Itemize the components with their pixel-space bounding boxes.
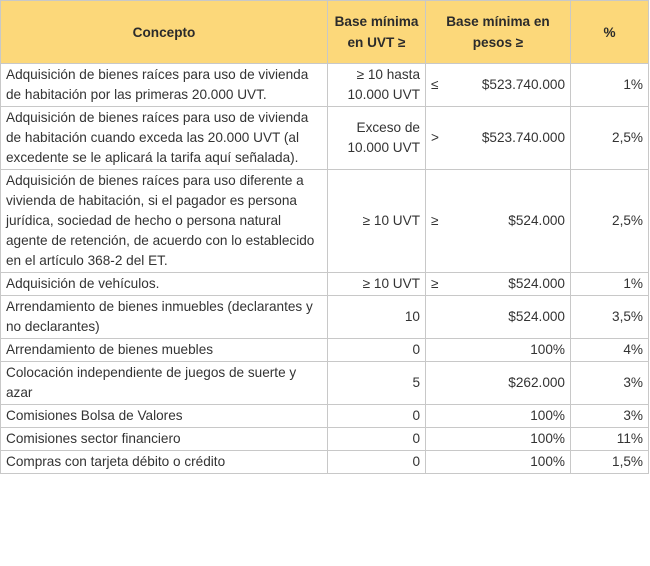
cell-base-uvt: 0 <box>328 451 426 474</box>
cell-symbol <box>426 362 448 405</box>
cell-base-pesos: 100% <box>448 428 571 451</box>
table-row <box>1 339 649 362</box>
cell-concepto: Comisiones Bolsa de Valores <box>1 405 328 428</box>
cell-base-pesos: 100% <box>448 451 571 474</box>
cell-base-pesos: 100% <box>448 339 571 362</box>
cell-pct: 1,5% <box>571 451 649 474</box>
table-row <box>1 273 649 296</box>
cell-pct: 3,5% <box>571 296 649 339</box>
cell-base-uvt: 0 <box>328 405 426 428</box>
header-base-pesos: Base mínima en pesos ≥ <box>426 1 571 64</box>
cell-concepto: Adquisición de bienes raíces para uso diferente a vivienda de habitación, si el pagador es persona jurídica, sociedad de hecho o persona natural agente de retención, de acuerdo con lo establecido en el artículo 368-2 del ET. <box>1 170 328 273</box>
cell-base-uvt: ≥ 10 UVT <box>328 170 426 273</box>
cell-symbol <box>426 405 448 428</box>
cell-concepto: Colocación independiente de juegos de suerte y azar <box>1 362 328 405</box>
table-row <box>1 296 649 339</box>
cell-base-pesos: $262.000 <box>448 362 571 405</box>
table-row <box>1 170 649 273</box>
cell-pct: 2,5% <box>571 107 649 170</box>
cell-base-uvt: 10 <box>328 296 426 339</box>
cell-concepto: Adquisición de bienes raíces para uso de vivienda de habitación cuando exceda las 20.000 UVT (al excedente se le aplicará la tarifa aquí señalada). <box>1 107 328 170</box>
cell-concepto: Compras con tarjeta débito o crédito <box>1 451 328 474</box>
header-concepto: Concepto <box>1 1 328 64</box>
table-row <box>1 405 649 428</box>
table-header <box>1 1 649 64</box>
table-row <box>1 64 649 107</box>
cell-symbol <box>426 296 448 339</box>
cell-concepto: Arrendamiento de bienes inmuebles (declarantes y no declarantes) <box>1 296 328 339</box>
cell-pct: 4% <box>571 339 649 362</box>
cell-pct: 3% <box>571 405 649 428</box>
cell-symbol: ≥ <box>426 273 448 296</box>
cell-pct: 3% <box>571 362 649 405</box>
cell-base-pesos: $523.740.000 <box>448 107 571 170</box>
cell-base-pesos: $524.000 <box>448 170 571 273</box>
cell-base-uvt: 0 <box>328 339 426 362</box>
table-row <box>1 451 649 474</box>
cell-concepto: Adquisición de vehículos. <box>1 273 328 296</box>
cell-pct: 2,5% <box>571 170 649 273</box>
cell-base-pesos: $524.000 <box>448 296 571 339</box>
cell-base-uvt: 0 <box>328 428 426 451</box>
cell-symbol <box>426 428 448 451</box>
cell-concepto: Adquisición de bienes raíces para uso de vivienda de habitación por las primeras 20.000 UVT. <box>1 64 328 107</box>
cell-base-uvt: 5 <box>328 362 426 405</box>
cell-base-pesos: 100% <box>448 405 571 428</box>
table-row <box>1 362 649 405</box>
cell-base-uvt: Exceso de 10.000 UVT <box>328 107 426 170</box>
cell-pct: 1% <box>571 64 649 107</box>
table-row <box>1 428 649 451</box>
cell-base-uvt: ≥ 10 UVT <box>328 273 426 296</box>
cell-symbol <box>426 339 448 362</box>
cell-base-pesos: $523.740.000 <box>448 64 571 107</box>
cell-symbol <box>426 451 448 474</box>
cell-symbol: ≥ <box>426 170 448 273</box>
cell-pct: 1% <box>571 273 649 296</box>
cell-pct: 11% <box>571 428 649 451</box>
header-pct: % <box>571 1 649 64</box>
cell-concepto: Arrendamiento de bienes muebles <box>1 339 328 362</box>
header-base-uvt: Base mínima en UVT ≥ <box>328 1 426 64</box>
cell-base-pesos: $524.000 <box>448 273 571 296</box>
cell-symbol: ≤ <box>426 64 448 107</box>
cell-concepto: Comisiones sector financiero <box>1 428 328 451</box>
cell-symbol: > <box>426 107 448 170</box>
table-row <box>1 107 649 170</box>
cell-base-uvt: ≥ 10 hasta 10.000 UVT <box>328 64 426 107</box>
